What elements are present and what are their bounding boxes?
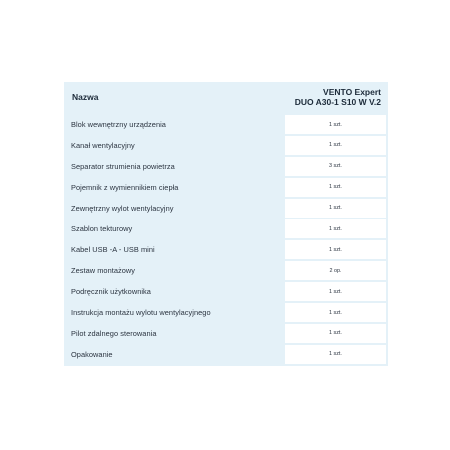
item-name: Szablon tekturowy <box>71 224 133 234</box>
header-model-line-2: DUO A30-1 S10 W V.2 <box>294 97 381 107</box>
item-quantity: 1 szt. <box>285 282 386 301</box>
item-name: Pojemnik z wymiennikiem ciepła <box>71 182 179 192</box>
item-name: Zestaw montażowy <box>71 266 136 276</box>
item-quantity: 1 szt. <box>285 240 386 259</box>
table-row <box>66 178 386 197</box>
table-row <box>66 282 386 301</box>
item-quantity: 1 szt. <box>285 324 386 343</box>
item-quantity: 2 op. <box>285 261 386 280</box>
item-name: Instrukcja montażu wylotu wentylacyjnego <box>71 308 211 318</box>
item-quantity: 1 szt. <box>285 178 386 197</box>
item-name: Blok wewnętrzny urządzenia <box>71 120 166 129</box>
table-row <box>66 345 386 364</box>
item-name: Podręcznik użytkownika <box>71 287 151 297</box>
table-row <box>66 324 386 343</box>
header-model-line-1: VENTO Expert <box>323 87 381 97</box>
item-quantity: 1 szt. <box>285 345 386 364</box>
table-row <box>66 240 386 259</box>
item-name: Kanał wentylacyjny <box>71 140 135 150</box>
item-quantity: 1 szt. <box>285 115 386 134</box>
table-row <box>66 261 386 280</box>
header-model-label <box>278 82 386 112</box>
item-name: Opakowanie <box>71 349 113 359</box>
item-quantity: 3 szt. <box>285 157 386 176</box>
table-row <box>66 157 386 176</box>
table-row <box>66 136 386 155</box>
item-name: Separator strumienia powietrza <box>71 161 175 171</box>
item-name: Pilot zdalnego sterowania <box>71 328 157 338</box>
table-body <box>66 115 386 364</box>
item-quantity: 1 szt. <box>285 219 386 238</box>
table-header <box>66 82 386 112</box>
header-name-label: Nazwa <box>72 92 99 102</box>
item-quantity: 1 szt. <box>285 136 386 155</box>
table-row <box>66 303 386 322</box>
item-quantity: 1 szt. <box>285 199 386 218</box>
table-row <box>66 199 386 218</box>
table-row <box>66 219 386 238</box>
table-row <box>66 115 386 134</box>
item-name: Kabel USB -A - USB mini <box>71 245 155 255</box>
item-name: Zewnętrzny wylot wentylacyjny <box>71 203 174 213</box>
item-quantity: 1 szt. <box>285 303 386 322</box>
package-contents-table <box>64 82 388 366</box>
